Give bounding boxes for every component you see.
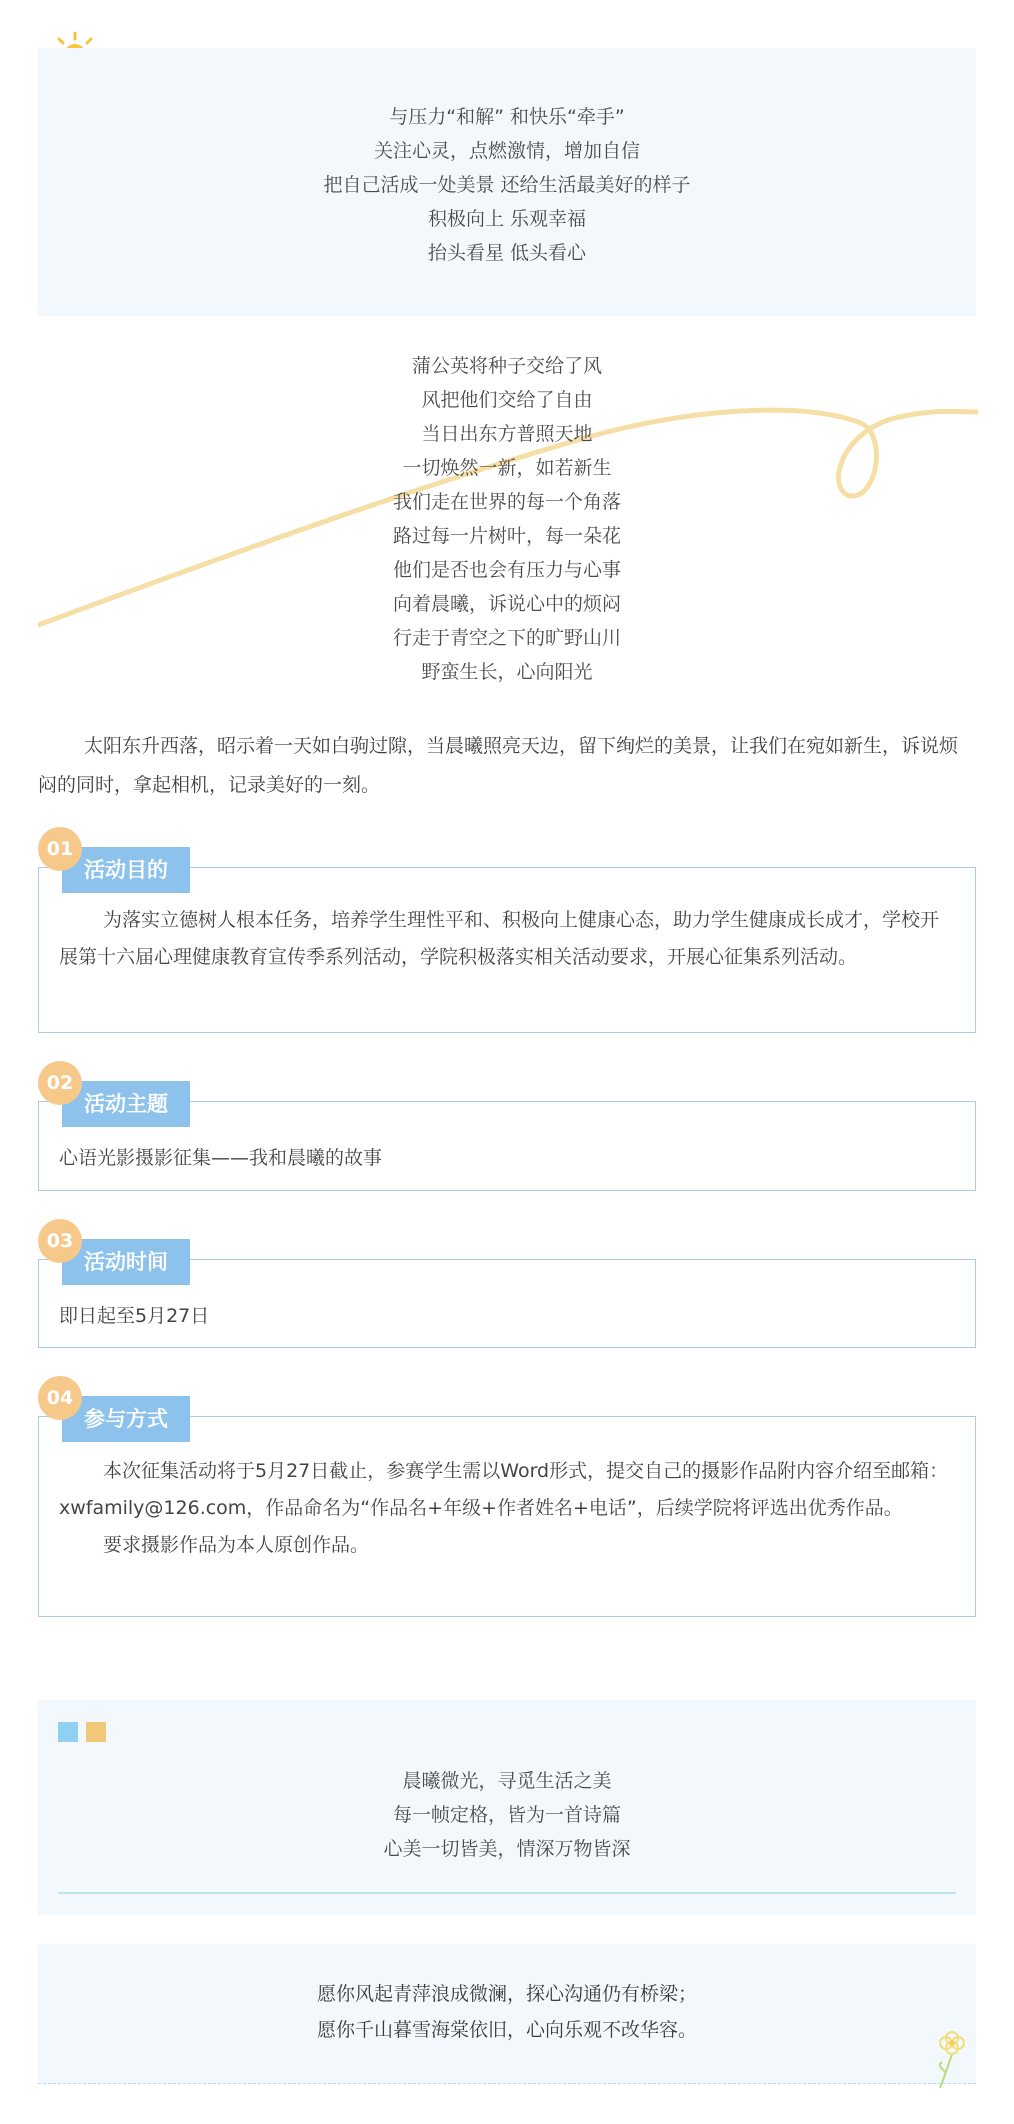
section-body: 为落实立德树人根本任务，培养学生理性平和、积极向上健康心态，助力学生健康成长成才，学校开展第十六届心理健康教育宣传季系列活动，学院积极落实相关活动要求，开展心征集系列活动。 xyxy=(59,909,940,968)
section-body: 即日起至5月27日 xyxy=(59,1305,210,1327)
section-title: 活动目的 xyxy=(62,847,190,893)
poem-line: 行走于青空之下的旷野山川 xyxy=(392,627,621,649)
divider xyxy=(58,1892,956,1894)
closing-poem xyxy=(38,1764,976,1866)
poem-line: 蒲公英将种子交给了风 xyxy=(411,355,602,377)
poem-line: 一切焕然一新，如若新生 xyxy=(402,457,612,479)
poem-line: 当日出东方普照天地 xyxy=(421,423,593,445)
wishes-panel xyxy=(38,1944,976,2084)
section-title: 活动主题 xyxy=(62,1081,190,1127)
poem-line: 关注心灵，点燃激情，增加自信 xyxy=(373,140,640,162)
wish-line: 愿你风起青萍浪成微澜，探心沟通仍有桥梁； xyxy=(316,1983,697,2005)
top-poem-panel xyxy=(38,48,976,316)
section-participation xyxy=(38,1376,976,1617)
poem-line: 野蛮生长，心向阳光 xyxy=(421,661,593,683)
section-theme xyxy=(38,1061,976,1191)
section-body-note: 要求摄影作品为本人原创作品。 xyxy=(103,1534,370,1556)
dashed-divider xyxy=(38,2083,976,2084)
closing-poem-panel xyxy=(38,1700,976,1915)
intro-paragraph: 太阳东升西落，昭示着一天如白驹过隙，当晨曦照亮天边，留下绚烂的美景，让我们在宛如新生，诉说烦闷的同时，拿起相机，记录美好的一刻。 xyxy=(38,735,959,796)
yellow-square-icon xyxy=(86,1722,106,1742)
poem-line: 向着晨曦，诉说心中的烦闷 xyxy=(392,593,621,615)
poem-line: 晨曦微光，寻觅生活之美 xyxy=(402,1770,612,1792)
dandelion-poem xyxy=(0,349,1014,689)
poem-line: 积极向上 乐观幸福 xyxy=(427,208,587,230)
blue-square-icon xyxy=(58,1722,78,1742)
flower-icon xyxy=(934,2026,970,2090)
section-number-badge: 02 xyxy=(38,1061,82,1105)
poem-line: 把自己活成一处美景 还给生活最美好的样子 xyxy=(323,174,691,196)
section-body: 本次征集活动将于5月27日截止，参赛学生需以Word形式，提交自己的摄影作品附内容介绍至邮箱：xwfamily@126.com，作品命名为“作品名+年级+作者姓名+电话”，后续学院将评选出优秀作品。 xyxy=(59,1460,949,1519)
poem-line: 他们是否也会有压力与心事 xyxy=(392,559,621,581)
poem-line: 与压力“和解” 和快乐“牵手” xyxy=(389,106,625,128)
section-purpose xyxy=(38,827,976,1033)
section-title: 参与方式 xyxy=(62,1396,190,1442)
poem-line: 心美一切皆美，情深万物皆深 xyxy=(383,1838,631,1860)
section-box xyxy=(38,1416,976,1617)
section-number-badge: 04 xyxy=(38,1376,82,1420)
section-title: 活动时间 xyxy=(62,1239,190,1285)
poem-line: 我们走在世界的每一个角落 xyxy=(392,491,621,513)
poem-line: 风把他们交给了自由 xyxy=(421,389,593,411)
section-number-badge: 03 xyxy=(38,1219,82,1263)
poem-line: 抬头看星 低头看心 xyxy=(427,242,587,264)
wishes xyxy=(38,1976,976,2048)
section-time xyxy=(38,1219,976,1348)
top-poem xyxy=(38,100,976,270)
poem-line: 路过每一片树叶，每一朵花 xyxy=(392,525,621,547)
section-body: 心语光影摄影征集——我和晨曦的故事 xyxy=(59,1147,383,1169)
section-number-badge: 01 xyxy=(38,827,82,871)
wish-line: 愿你千山暮雪海棠依旧，心向乐观不改华容。 xyxy=(316,2019,697,2041)
poem-line: 每一帧定格，皆为一首诗篇 xyxy=(392,1804,621,1826)
